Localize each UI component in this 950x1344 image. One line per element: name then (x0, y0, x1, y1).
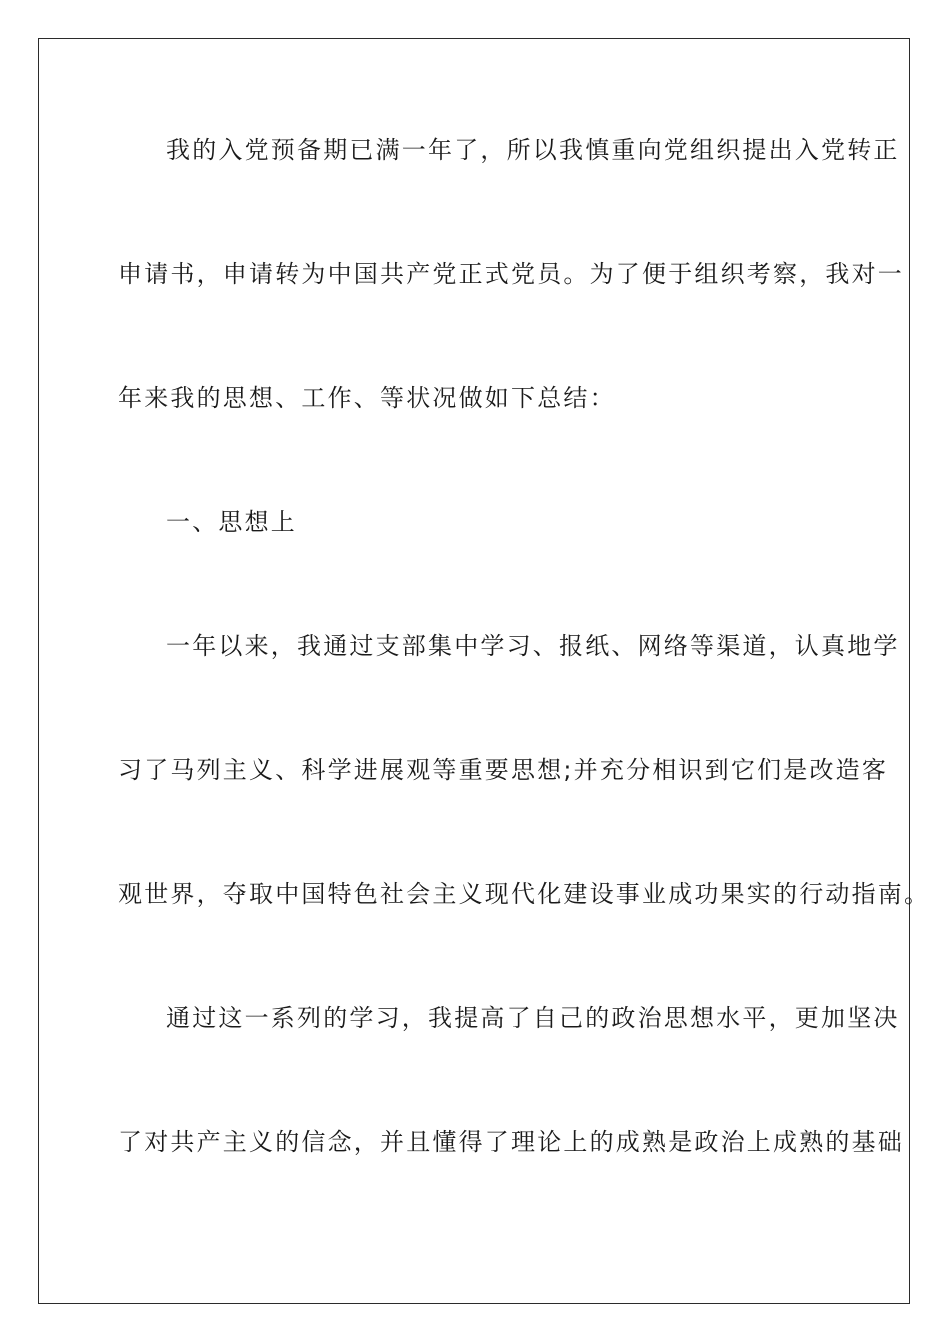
paragraph-2-line-1: 一年以来，我通过支部集中学习、报纸、网络等渠道，认真地学 (166, 632, 900, 660)
paragraph-3-line-1: 通过这一系列的学习，我提高了自己的政治思想水平，更加坚决 (166, 1004, 900, 1032)
page-border (38, 38, 910, 1304)
paragraph-1-line-2: 申请书，申请转为中国共产党正式党员。为了便于组织考察，我对一 (118, 260, 904, 288)
paragraph-1-line-1: 我的入党预备期已满一年了，所以我慎重向党组织提出入党转正 (166, 136, 900, 164)
section-heading-thought: 一、思想上 (166, 508, 297, 536)
paragraph-3-line-2: 了对共产主义的信念，并且懂得了理论上的成熟是政治上成熟的基础 (118, 1128, 904, 1156)
paragraph-1-line-3: 年来我的思想、工作、等状况做如下总结： (118, 384, 616, 412)
paragraph-2-line-2: 习了马列主义、科学进展观等重要思想;并充分相识到它们是改造客 (118, 756, 889, 784)
paragraph-2-line-3: 观世界，夺取中国特色社会主义现代化建设事业成功果实的行动指南。 (118, 880, 931, 908)
